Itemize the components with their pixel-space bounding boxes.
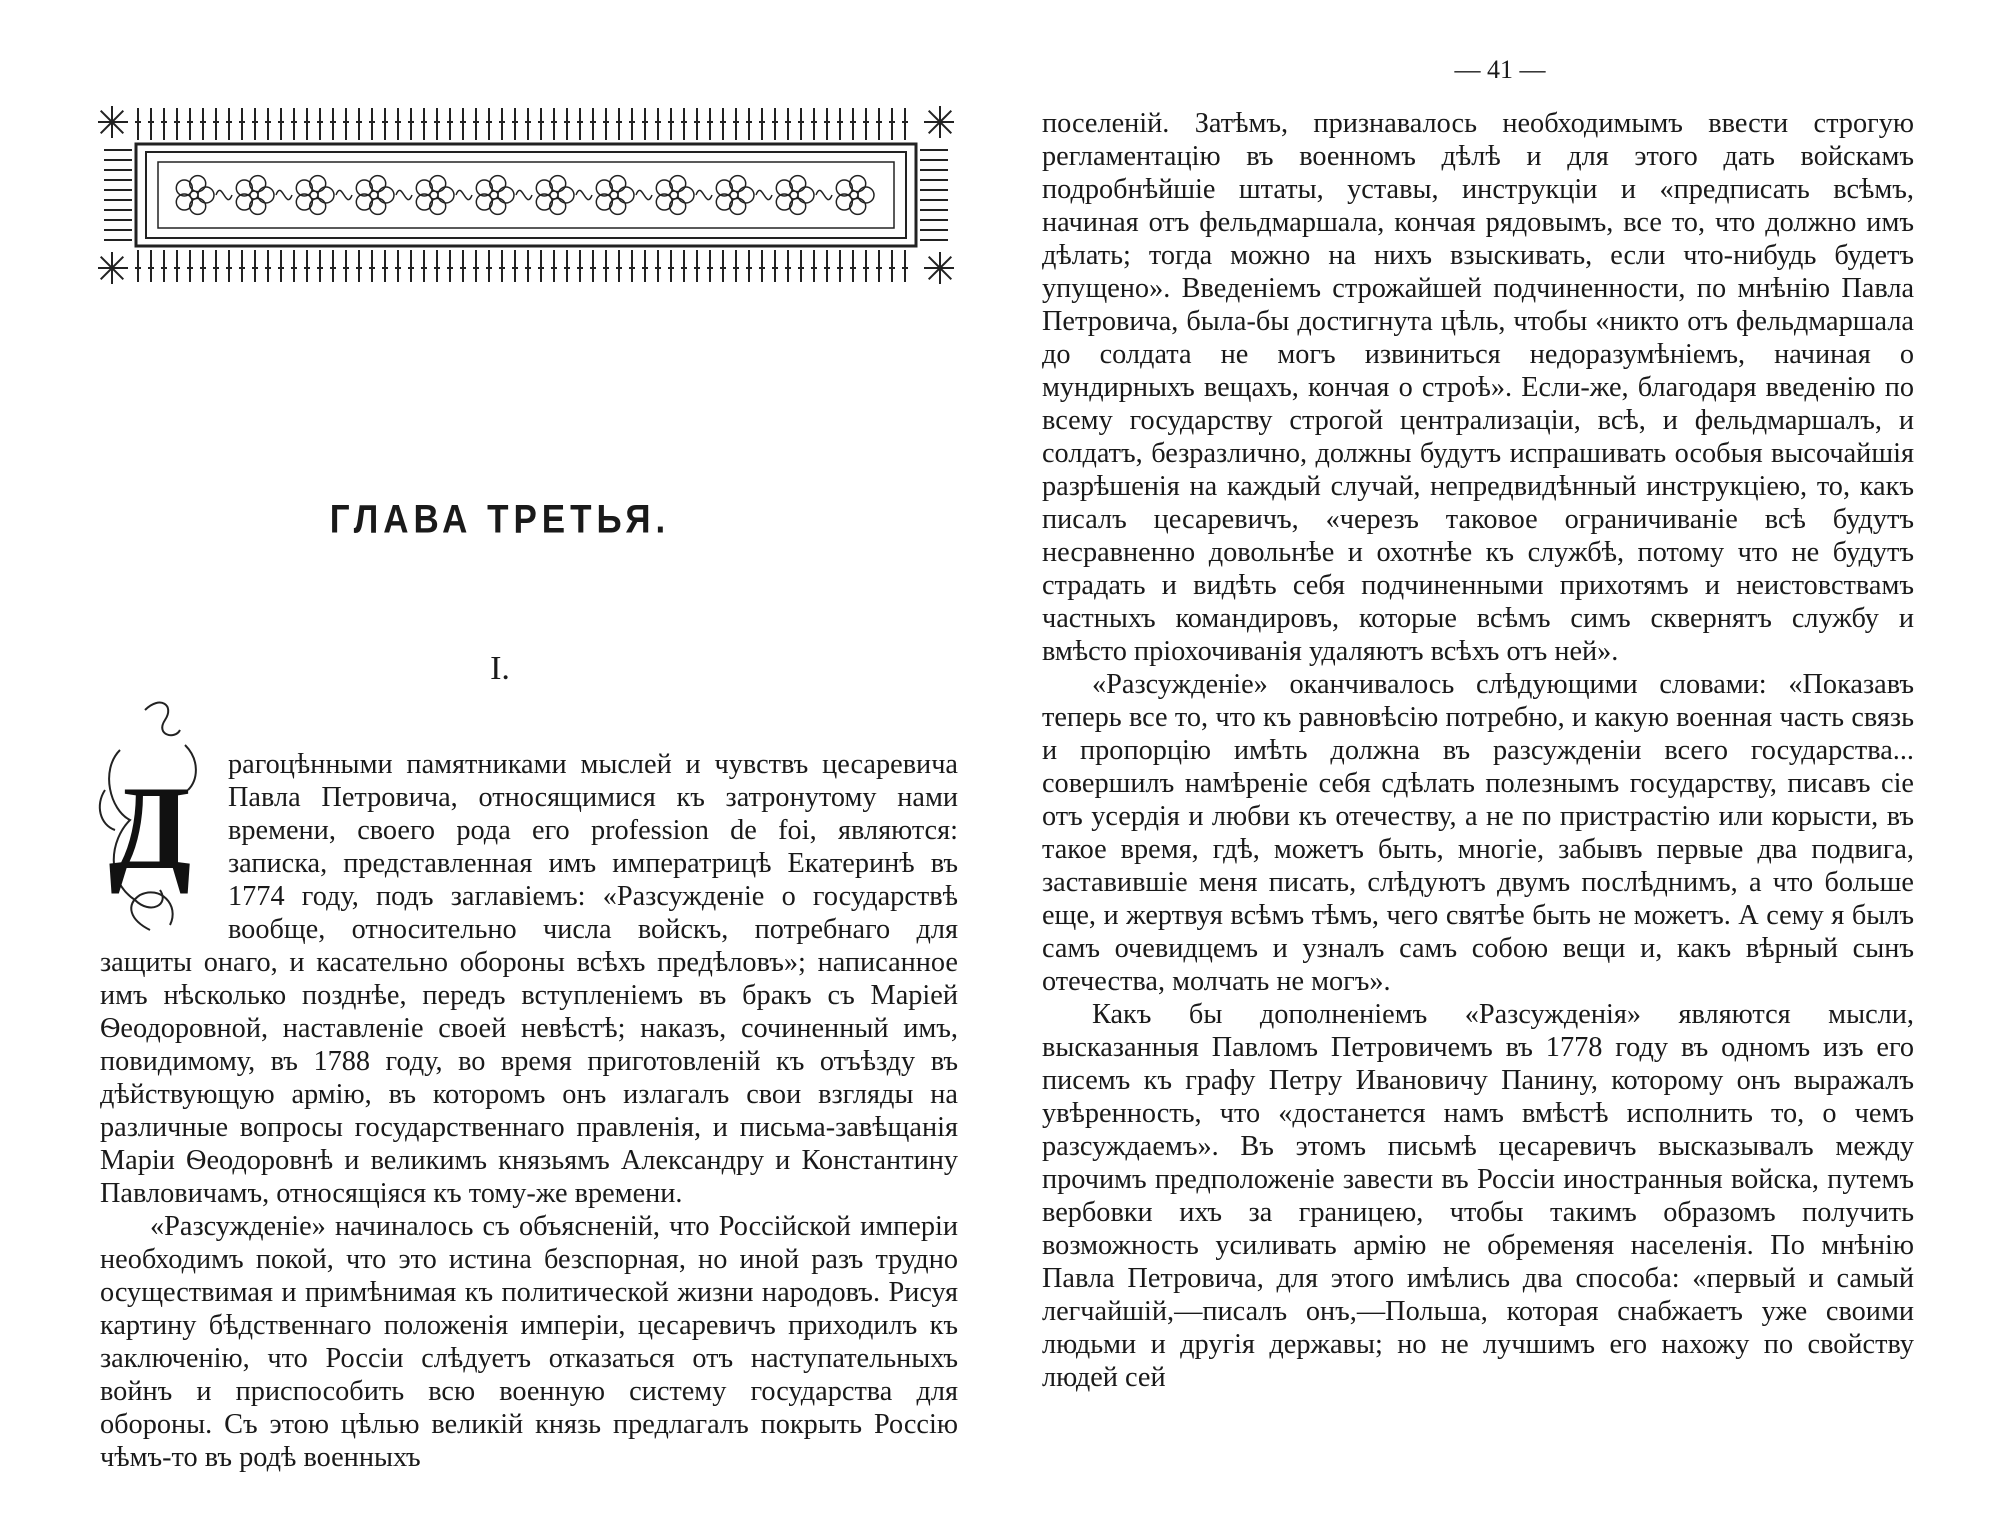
chapter-title: ГЛАВА ТРЕТЬЯ. — [329, 497, 671, 542]
page-number: — 41 — — [1454, 55, 1546, 84]
paragraph: «Разсужденіе» начиналось съ объясненій, что Россійской имперіи необходимъ покой, что это истина безспорная, но иной разъ трудно осуществимая и примѣнимая къ политической жизни народовъ. Рисуя картину бѣдственнаго положенія имперіи, цесаревичъ приходилъ къ заключенію, что Россіи слѣдуетъ отказаться отъ наступательныхъ войнъ и приспособить всю военную систему государства для обороны. Съ этою цѣлью великій князь предлагалъ покрыть Россію чѣмъ-то въ родѣ военныхъ — [100, 1211, 958, 1473]
paragraph: рагоцѣнными памятниками мыслей и чувствъ цесаревича Павла Петровича, относящимися къ затронутому нами времени, своего рода его profession de foi, являются: записка, представленная имъ императрицѣ Екатеринѣ въ 1774 году, подъ заглавіемъ: «Разсужденіе о государствѣ вообще, относительно числа войскъ, потребнаго для защиты онаго, и касательно обороны всѣхъ предѣловъ»; написанное имъ нѣсколько позднѣе, передъ вступленіемъ въ бракъ съ Маріей Ѳеодоровной, наставленіе своей невѣстѣ; наказъ, сочиненный имъ, повидимому, въ 1788 году, во время приготовленій къ отъѣзду въ дѣйствующую армію, въ которомъ онъ излагалъ свои взгляды на различные вопросы государственнаго правленія, и письма-завѣщанія Маріи Ѳеодоровнѣ и великимъ князьямъ Александру и Константину Павловичамъ, относящіяся къ тому-же времени. — [100, 749, 958, 1209]
paragraph: поселеній. Затѣмъ, признавалось необходимымъ ввести строгую регламентацію въ военномъ дѣлѣ и для этого дать войскамъ подробнѣйшіе штаты, уставы, инструкціи и «предписать всѣмъ, начиная отъ фельдмаршала, кончая рядовымъ, все то, что должно имъ дѣлать; тогда можно на нихъ взыскивать, если что-нибудь будетъ упущено». Введеніемъ строжайшей подчиненности, по мнѣнію Павла Петровича, была-бы достигнута цѣль, чтобы «никто отъ фельдмаршала до солдата не могъ извиниться недоразумѣніемъ, начиная о мундирныхъ вещахъ, кончая о строѣ». Если-же, благодаря введенію по всему государству строгой централизаціи, всѣ, и фельдмаршалъ, и солдатъ, безразлично, должны будутъ испрашивать особыя высочайшія разрѣшенія на каждый случай, непредвидѣнный инструкціею, то, какъ писалъ цесаревичъ, «черезъ таковое ограничиваніе всѣ будутъ несравненно довольнѣе и охотнѣе къ службѣ, потому что не будутъ страдать и видѣть себя подчиненными прихотямъ и неистовствамъ частныхъ командировъ, которые всѣмъ симъ сквернятъ службу и вмѣсто пріохочиванія удаляютъ всѣхъ отъ ней». — [1042, 108, 1914, 667]
dropcap-letter: Д — [108, 761, 192, 894]
right-page — [1000, 0, 2000, 1528]
paragraph: Какъ бы дополненіемъ «Разсужденія» являются мысли, высказанныя Павломъ Петровичемъ въ 1778 году въ одномъ изъ его писемъ къ графу Петру Ивановичу Панину, которому онъ выражалъ увѣренность, что «достанется намъ вмѣстѣ исполнить то, о чемъ разсуждаемъ». Въ этомъ письмѣ цесаревичъ высказывалъ между прочимъ предположеніе завести въ Россіи иностранныя войска, путемъ вербовки ихъ за границею, чтобы такимъ образомъ получить возможность усиливать армію не обременяя населенія. По мнѣнію Павла Петровича, для этого имѣлись два способа: «первый и самый легчайшій,—писалъ онъ,—Польша, которая снабжаетъ уже своими людьми и другія державы; но не лучшимъ его нахожу по свойству людей сей — [1042, 999, 1914, 1393]
ornamental-headpiece — [98, 100, 954, 290]
section-number: I. — [490, 650, 510, 687]
paragraph: «Разсужденіе» оканчивалось слѣдующими словами: «Показавъ теперь все то, что къ равновѣсію потребно, и какую военная часть связь и пропорцію имѣть должна въ разсужденіи всего государства... совершилъ намѣреніе себя сдѣлать полезнымъ государству, писавъ сіе отъ усердія и любви къ отечеству, а не по пристрастію или корысти, въ такое время, гдѣ, можетъ быть, многіе, забывъ первые два подвига, заставившіе меня писать, слѣдуютъ двумъ послѣднимъ, а что больше еще, и жертвуя всѣмъ тѣмъ, чего святѣе быть не можетъ. А сему я былъ самъ очевидцемъ и узналъ самъ собою вещи и, какъ вѣрный сынъ отечества, молчать не могъ». — [1042, 669, 1914, 997]
right-column-text — [1042, 107, 1914, 1394]
left-column-text — [100, 748, 958, 1474]
